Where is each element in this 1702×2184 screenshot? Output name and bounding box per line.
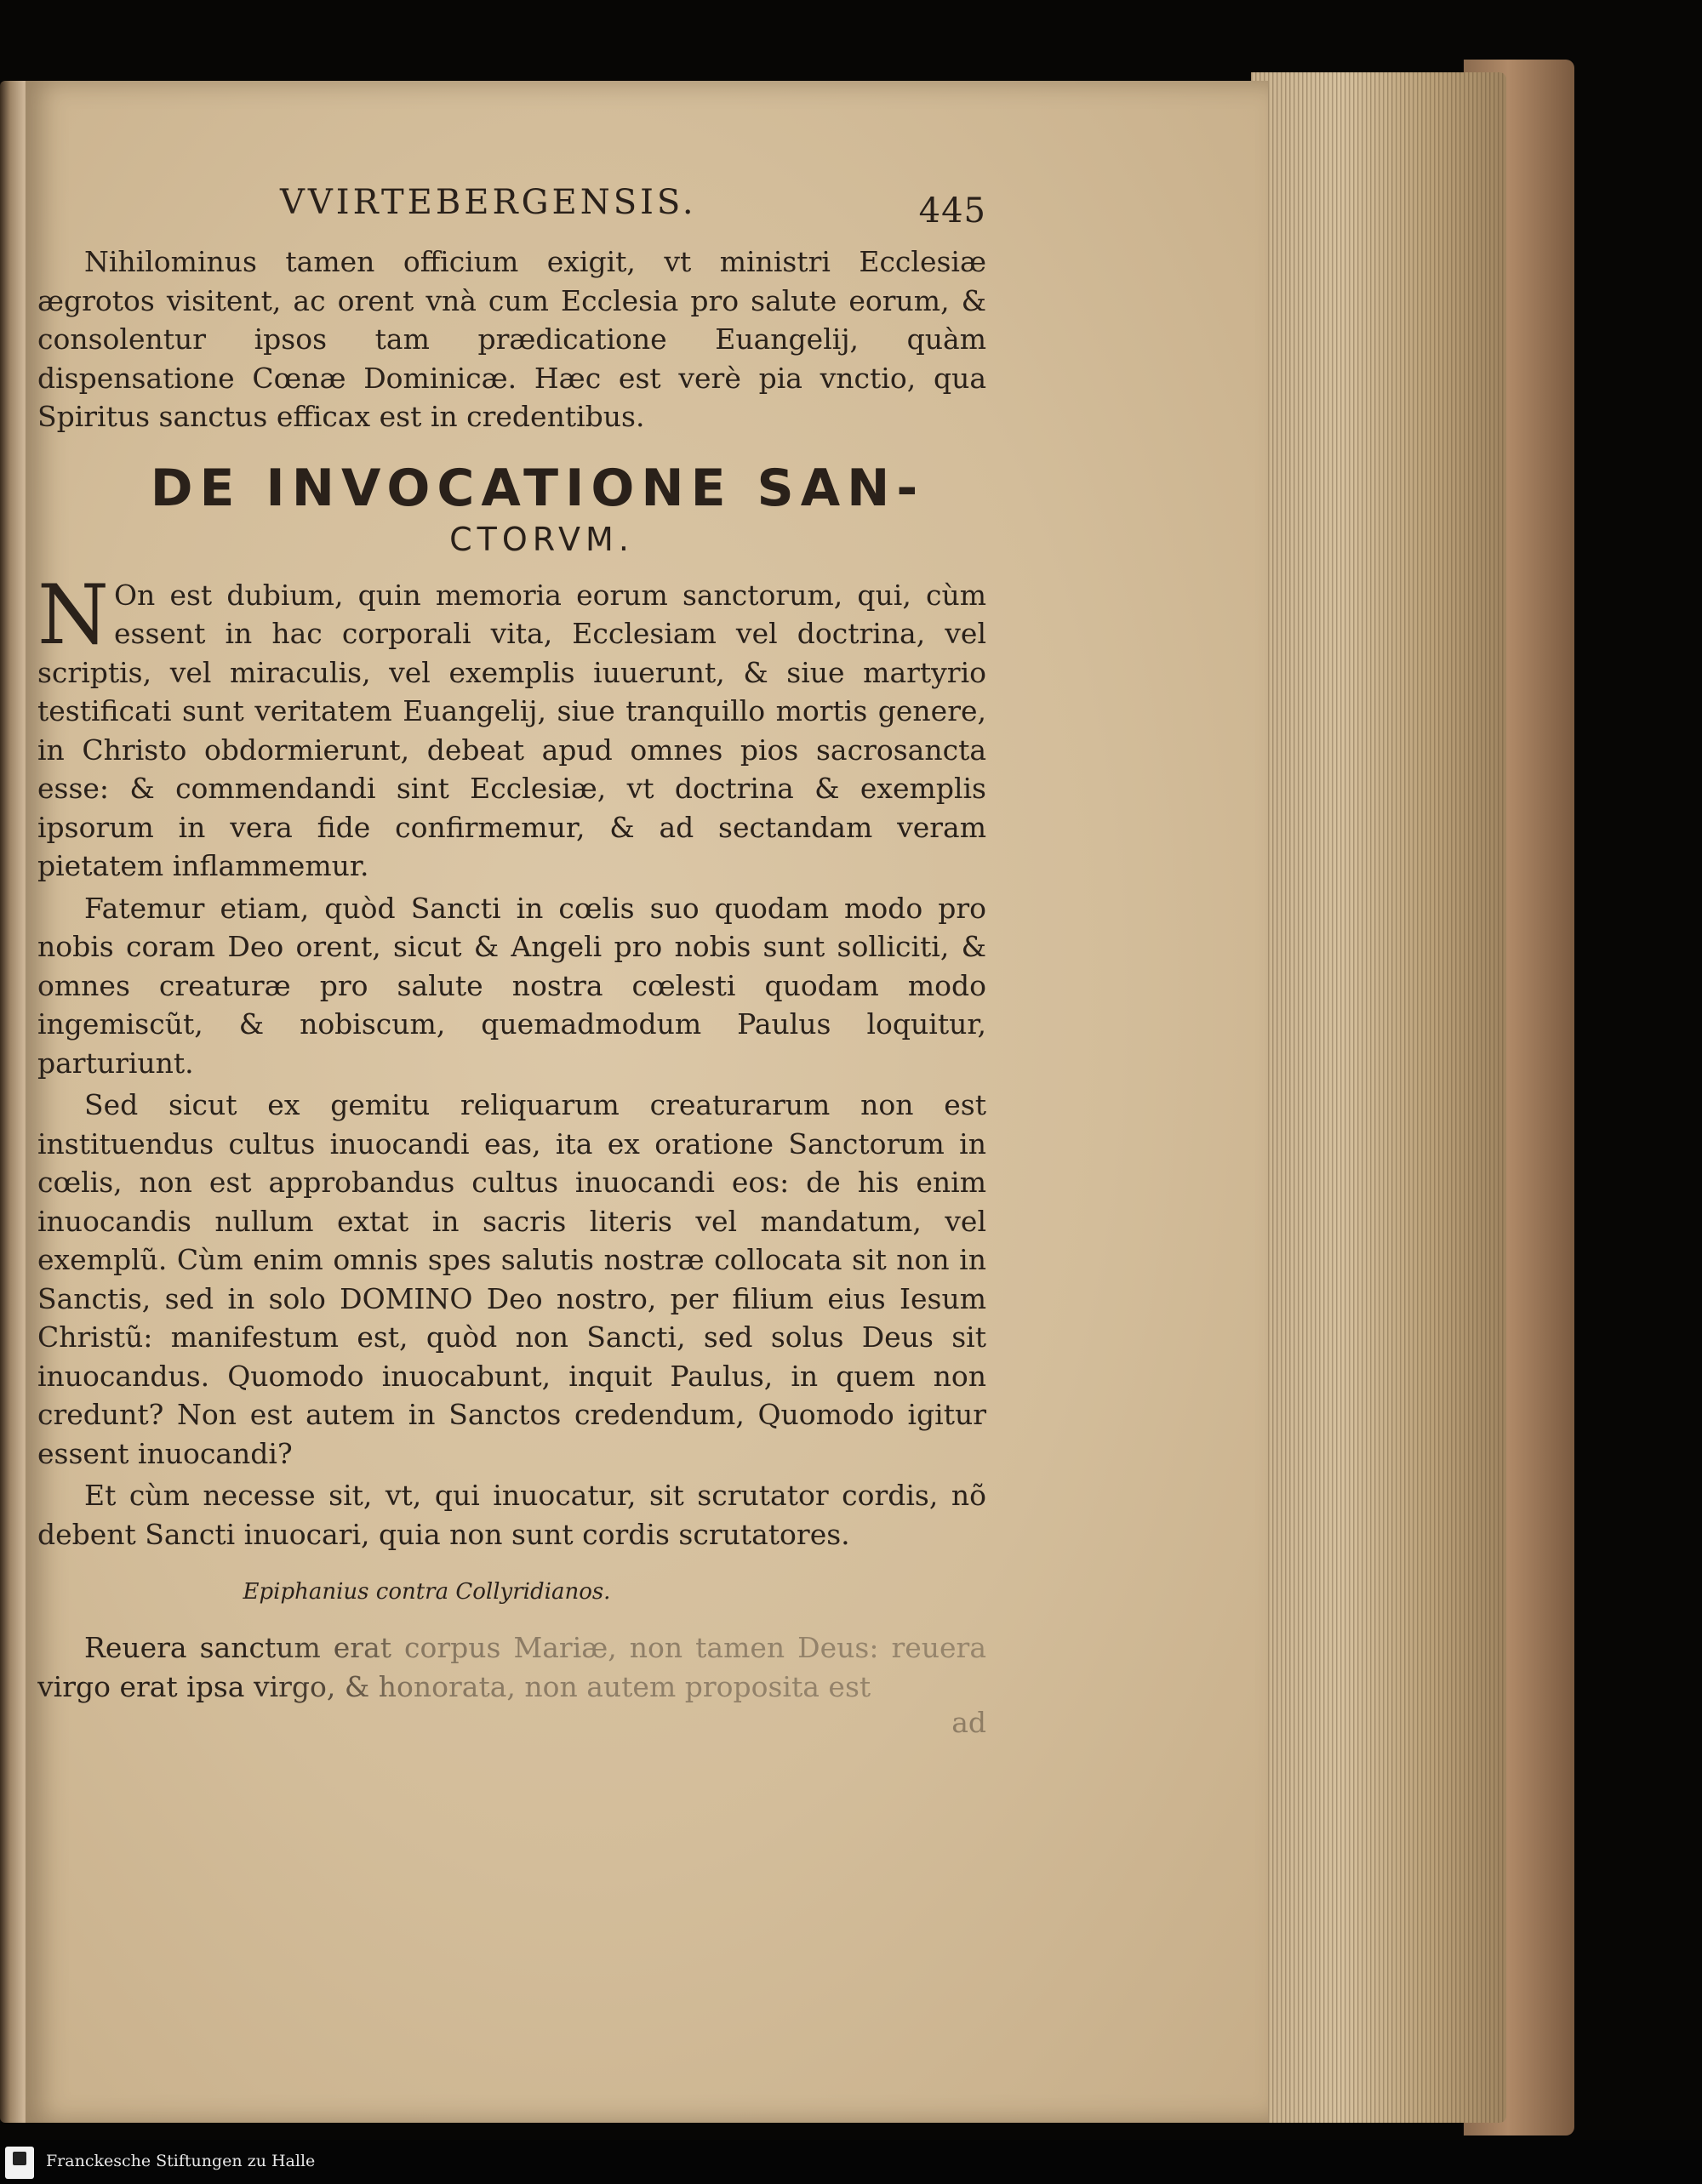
catchword: ad	[951, 1706, 986, 1739]
body-paragraph-3: Sed sicut ex gemitu reliquarum creaturarum non est instituendus cultus inuocandi eas, ita ex oratione Sanctorum in cœlis, non est approbandus cultus inuocandi eos: de his enim inuocandis nullum extat in sacris literis vel mandatum, vel exemplũ. Cùm enim omnis spes salutis nostræ collocata sit non in Sanctis, sed in solo DOMINO Deo nostro, per filium eius Iesum Christũ: manifestum est, quòd non Sancti, sed solus Deus sit inuocandus. Quomodo inuocabunt, inquit Paulus, in quem non credunt? Non est autem in Sanctos credendum, Quomodo igitur essent inuocandi?	[37, 1088, 986, 1470]
institution-logo-icon	[5, 2147, 34, 2179]
quote-paragraph: Reuera sanctum erat corpus Mariæ, non tamen Deus: reuera virgo erat ipsa virgo, & honorata, non autem proposita est	[37, 1628, 986, 1706]
body-paragraph-4: Et cùm necesse sit, vt, qui inuocatur, sit scrutator cordis, nõ debent Sancti inuocari, quia non sunt cordis scrutatores.	[37, 1479, 986, 1551]
book-page	[26, 81, 1268, 2123]
page-number: 445	[918, 191, 986, 231]
intro-paragraph: Nihilominus tamen officium exigit, vt ministri Ecclesiæ ægrotos visitent, ac orent vnà cum Ecclesia pro salute eorum, & consolentur ipsos tam prædicatione Euangelij, quàm dispensatione Cœnæ Dominicæ. Hæc est verè pia vnctio, qua Spiritus sanctus efficax est in credentibus.	[37, 245, 986, 433]
body-paragraph-2: Fatemur etiam, quòd Sancti in cœlis suo quodam modo pro nobis coram Deo orent, sicut & Angeli pro nobis sunt solliciti, & omnes creaturæ pro salute nostra cœlesti quodam modo ingemiscũt, & nobiscum, quemadmodum Paulus loquitur, parturiunt.	[37, 891, 986, 1080]
page-edges	[1251, 72, 1506, 2123]
body-paragraph-1	[37, 567, 986, 886]
section-heading	[37, 459, 986, 561]
text-block	[37, 183, 986, 1740]
citation: Epiphanius contra Collyridianos.	[243, 1579, 611, 1605]
body-paragraph-1-text: On est dubium, quin memoria eorum sanctorum, qui, cùm essent in hac corporali vita, Ecclesiam vel doctrina, vel scriptis, vel miraculis, vel exemplis iuuerunt, & siue martyrio testificati sunt veritatem Euangelij, siue tranquillo mortis genere, in Christo obdormierunt, debeat apud omnes pios sacrosancta esse: & commendandi sint Ecclesiæ, vt doctrina & exemplis ipsorum in vera fide confirmemur, & ad sectandam veram pietatem inflammemur.	[37, 578, 986, 882]
heading-line-2: CTORVM.	[449, 520, 634, 558]
footer-bar	[0, 2140, 1702, 2184]
footer-institution: Franckesche Stiftungen zu Halle	[46, 2152, 316, 2170]
running-head	[37, 183, 986, 242]
running-title: VVIRTEBERGENSIS.	[280, 183, 697, 222]
drop-cap: N	[37, 567, 109, 663]
heading-line-1: DE INVOCATIONE SAN-	[150, 458, 925, 518]
